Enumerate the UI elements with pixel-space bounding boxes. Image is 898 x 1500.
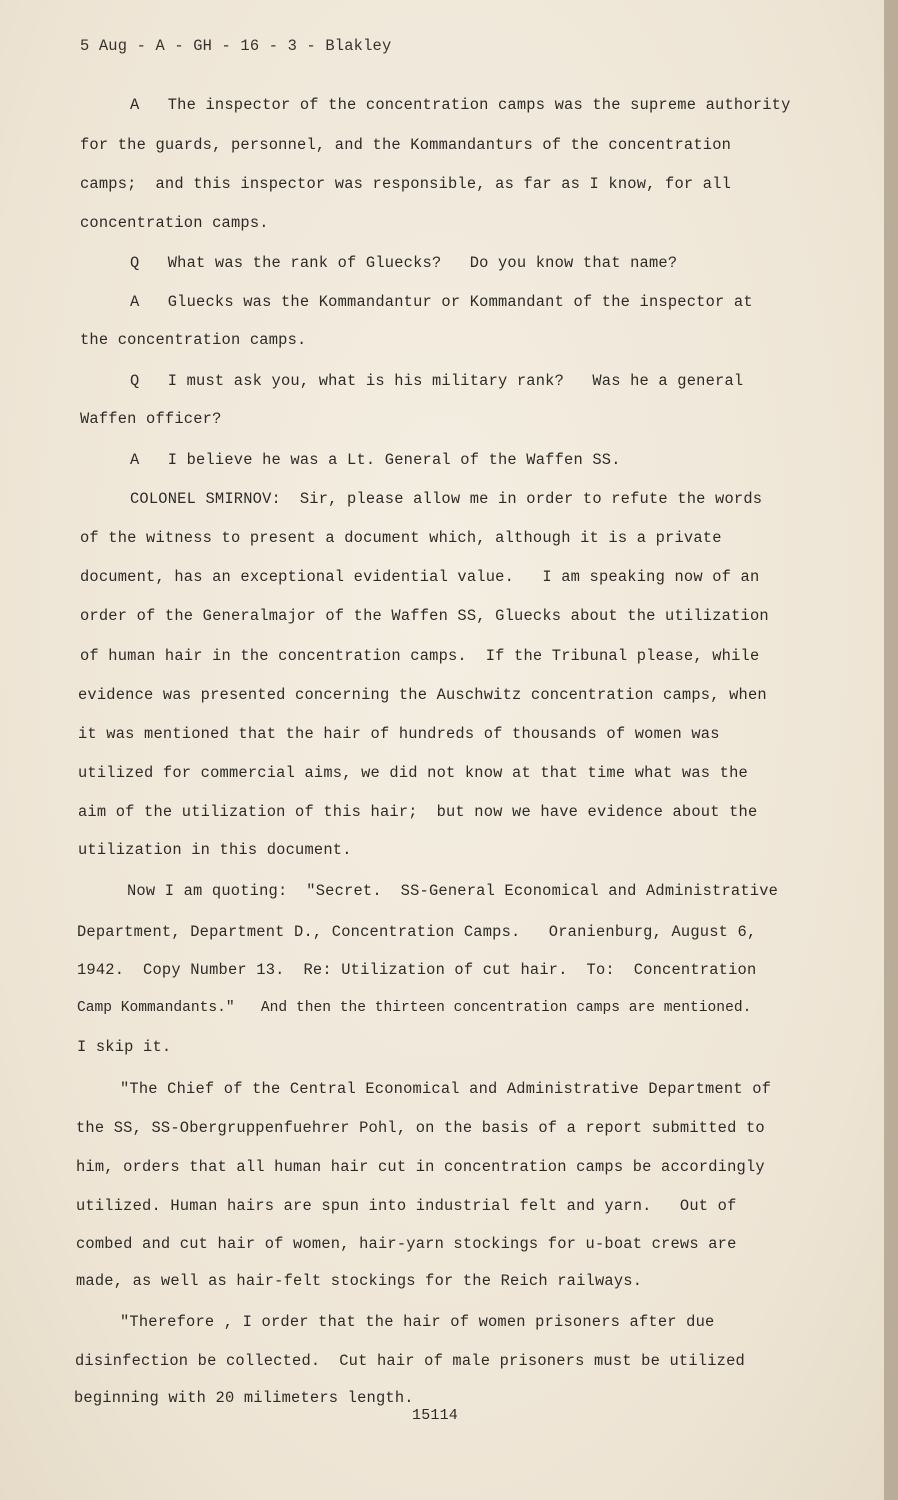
text-line: the concentration camps. (80, 331, 307, 349)
text-line: I skip it. (77, 1038, 172, 1056)
text-line: beginning with 20 milimeters length. (74, 1389, 414, 1407)
text-line: evidence was presented concerning the Auschwitz concentration camps, when (78, 686, 767, 704)
page-header: 5 Aug - A - GH - 16 - 3 - Blakley (80, 37, 392, 55)
text-line: A I believe he was a Lt. General of the Waffen SS. (130, 451, 621, 469)
text-line: "The Chief of the Central Economical and Administrative Department of (120, 1080, 772, 1098)
text-line: A Gluecks was the Kommandantur or Kommandant of the inspector at (130, 293, 753, 311)
text-line: it was mentioned that the hair of hundreds of thousands of women was (78, 725, 720, 743)
text-line: for the guards, personnel, and the Kommandanturs of the concentration (80, 136, 732, 154)
text-line: Q What was the rank of Gluecks? Do you know that name? (130, 254, 678, 272)
text-line: aim of the utilization of this hair; but now we have evidence about the (78, 803, 758, 821)
text-line: Now I am quoting: "Secret. SS-General Economical and Administrative (127, 882, 779, 900)
text-line: camps; and this inspector was responsible, as far as I know, for all (80, 175, 732, 193)
text-line: A The inspector of the concentration camps was the supreme authority (130, 96, 791, 114)
text-line: Camp Kommandants." And then the thirteen concentration camps are mentioned. (77, 1000, 752, 1016)
text-line: the SS, SS-Obergruppenfuehrer Pohl, on the basis of a report submitted to (76, 1119, 765, 1137)
text-line: Q I must ask you, what is his military rank? Was he a general (130, 372, 744, 390)
text-line: Waffen officer? (80, 410, 222, 428)
text-line: him, orders that all human hair cut in concentration camps be accordingly (76, 1158, 765, 1176)
text-line: COLONEL SMIRNOV: Sir, please allow me in order to refute the words (130, 490, 763, 508)
text-line: made, as well as hair-felt stockings for the Reich railways. (76, 1272, 643, 1290)
text-line: document, has an exceptional evidential value. I am speaking now of an (80, 568, 760, 586)
page-edge (884, 0, 898, 1500)
text-line: combed and cut hair of women, hair-yarn stockings for u-boat crews are (76, 1235, 737, 1253)
text-line: of human hair in the concentration camps. If the Tribunal please, while (80, 647, 760, 665)
text-line: "Therefore , I order that the hair of women prisoners after due (120, 1313, 715, 1331)
text-line: order of the Generalmajor of the Waffen SS, Gluecks about the utilization (80, 607, 769, 625)
page-number: 15114 (412, 1407, 459, 1424)
text-line: Department, Department D., Concentration Camps. Oranienburg, August 6, (77, 923, 757, 941)
text-line: utilized for commercial aims, we did not know at that time what was the (78, 764, 748, 782)
text-line: 1942. Copy Number 13. Re: Utilization of cut hair. To: Concentration (77, 961, 757, 979)
text-line: concentration camps. (80, 214, 269, 232)
text-line: of the witness to present a document which, although it is a private (80, 529, 722, 547)
text-line: utilized. Human hairs are spun into industrial felt and yarn. Out of (76, 1197, 737, 1215)
text-line: disinfection be collected. Cut hair of male prisoners must be utilized (75, 1352, 745, 1370)
text-line: utilization in this document. (78, 841, 352, 859)
